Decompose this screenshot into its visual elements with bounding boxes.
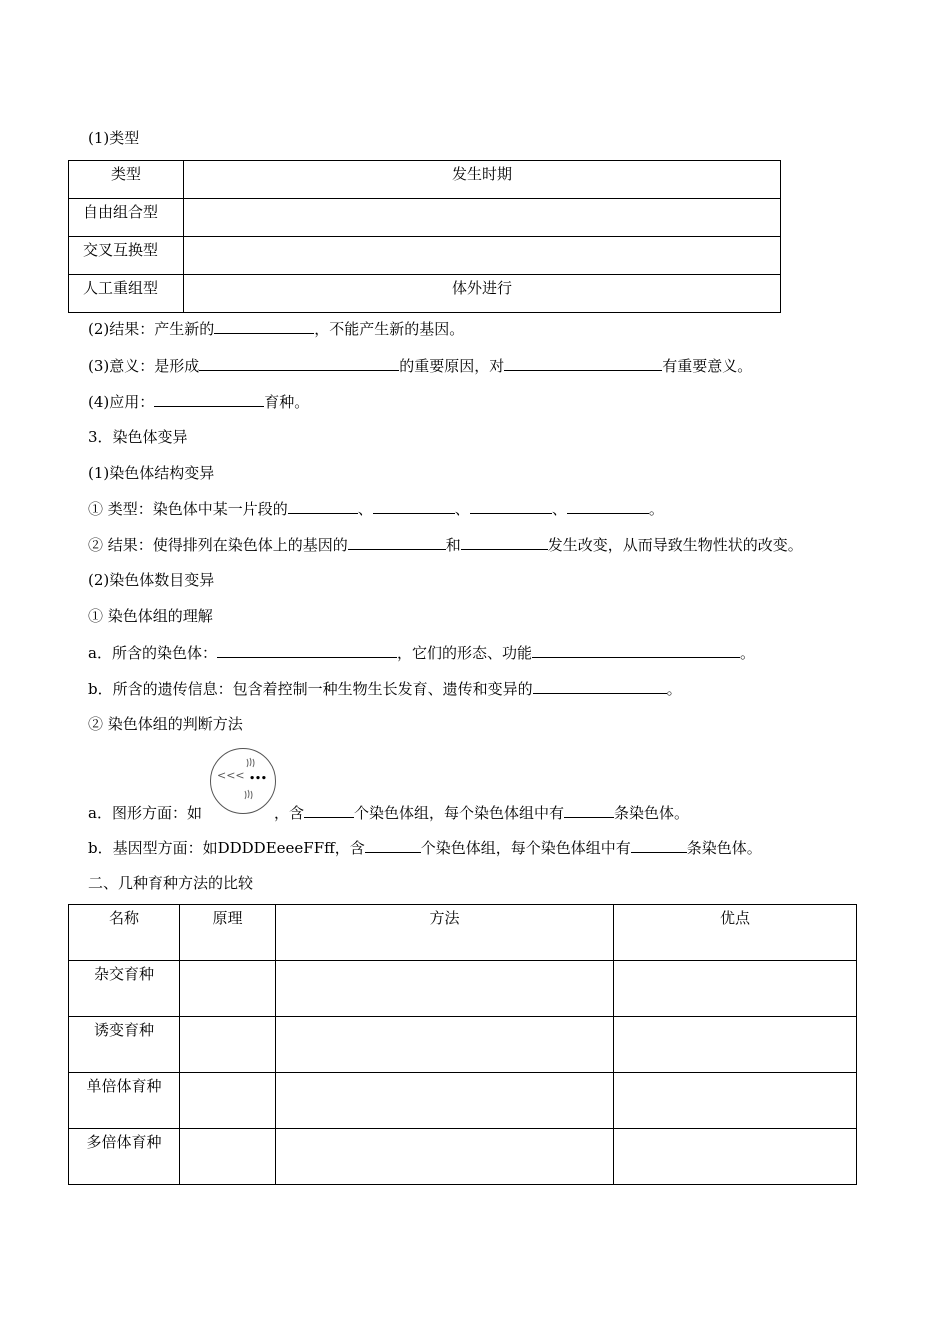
graph-text: 个染色体组，每个染色体组中有 [353,804,564,822]
method-name-cell: 多倍体育种 [69,1129,180,1185]
blank-field[interactable] [199,355,399,371]
period-cell[interactable] [184,199,781,237]
blank-field[interactable] [461,534,548,550]
separator: 、 [551,500,567,518]
meaning-text: (3)意义：是形成 [88,357,200,375]
table-row [69,1129,857,1185]
section-heading-types: (1)类型 [88,129,140,147]
subheading-judgment-method: ② 染色体组的判断方法 [88,715,243,733]
graph-method-line [88,802,689,823]
header-cell: 类型 [69,161,184,199]
table-row [69,275,781,313]
table-row [69,961,857,1017]
result-text: ，不能产生新的基因。 [314,320,465,338]
set-text: ，它们的形态、功能 [396,644,532,662]
blank-field[interactable] [631,837,687,853]
structure-type-text: ① 类型：染色体中某一片段的 [88,500,288,518]
structure-result-text: ② 结果：使得排列在染色体上的基因的 [88,536,348,554]
graph-text: ，含 [273,804,304,822]
principle-cell[interactable] [180,1073,276,1129]
meaning-text: 有重要意义。 [662,357,753,375]
section-heading-breeding-comparison: 二、几种育种方法的比较 [88,874,254,892]
method-name-cell: 单倍体育种 [69,1073,180,1129]
table-row [69,1017,857,1073]
structure-type-line [88,498,664,519]
period: 。 [648,500,664,518]
header-cell: 优点 [614,905,857,961]
method-cell[interactable] [276,1073,614,1129]
separator: 、 [357,500,373,518]
header-cell: 方法 [276,905,614,961]
structure-result-text: 发生改变，从而导致生物性状的改变。 [547,536,803,554]
table-header-row [69,161,781,199]
blank-field[interactable] [154,391,264,407]
subheading-structure-variation: (1)染色体结构变异 [88,464,215,482]
advantage-cell[interactable] [614,961,857,1017]
principle-cell[interactable] [180,1129,276,1185]
period-cell: 体外进行 [184,275,781,313]
blank-field[interactable] [533,678,667,694]
subheading-number-variation: (2)染色体数目变异 [88,571,215,589]
graph-text: 条染色体。 [613,804,689,822]
result-text: (2)结果：产生新的 [88,320,215,338]
type-cell: 人工重组型 [69,275,184,313]
set-text: a．所含的染色体： [88,644,217,662]
method-name-cell: 诱变育种 [69,1017,180,1073]
set-text: b．所含的遗传信息：包含着控制一种生物生长发育、遗传和变异的 [88,680,533,698]
principle-cell[interactable] [180,1017,276,1073]
blank-field[interactable] [304,802,354,818]
type-cell: 交叉互换型 [69,237,184,275]
table-header-row [69,905,857,961]
genotype-text: 条染色体。 [686,839,762,857]
separator: 、 [454,500,470,518]
blank-field[interactable] [217,642,397,658]
advantage-cell[interactable] [614,1073,857,1129]
subheading-set-understanding: ① 染色体组的理解 [88,607,213,625]
result-line [88,318,464,339]
chromosome-glyph-right: … [249,763,267,784]
blank-field[interactable] [373,498,455,514]
blank-field[interactable] [348,534,446,550]
blank-field[interactable] [214,318,314,334]
blank-field[interactable] [470,498,552,514]
blank-field[interactable] [288,498,358,514]
graph-text: a．图形方面：如 [88,804,202,822]
structure-result-text: 和 [445,536,461,554]
application-text: (4)应用： [88,393,155,411]
meaning-line [88,355,752,376]
section-heading-chromosome-variation: 3．染色体变异 [88,428,188,446]
table-row [69,1073,857,1129]
breeding-methods-table [68,904,857,1185]
set-chromosome-line [88,642,755,663]
method-cell[interactable] [276,961,614,1017]
structure-result-line [88,534,803,555]
genotype-text: b．基因型方面：如DDDDEeeeFFff，含 [88,839,365,857]
method-name-cell: 杂交育种 [69,961,180,1017]
application-text: 育种。 [264,393,310,411]
set-text: 。 [739,644,755,662]
recombination-types-table [68,160,781,313]
blank-field[interactable] [564,802,614,818]
chromosome-stroke-bottom [245,790,252,799]
chromosome-stroke-top [247,758,254,767]
genotype-text: 个染色体组，每个染色体组中有 [420,839,631,857]
header-cell: 原理 [180,905,276,961]
advantage-cell[interactable] [614,1129,857,1185]
table-row [69,237,781,275]
genotype-method-line [88,837,762,858]
application-line [88,391,309,412]
blank-field[interactable] [504,355,662,371]
chromosome-glyph-left: <<< [217,769,245,782]
blank-field[interactable] [567,498,649,514]
set-genetic-info-line [88,678,682,699]
advantage-cell[interactable] [614,1017,857,1073]
method-cell[interactable] [276,1017,614,1073]
period-cell[interactable] [184,237,781,275]
header-cell: 发生时期 [184,161,781,199]
header-cell: 名称 [69,905,180,961]
principle-cell[interactable] [180,961,276,1017]
blank-field[interactable] [365,837,421,853]
table-row [69,199,781,237]
method-cell[interactable] [276,1129,614,1185]
blank-field[interactable] [532,642,740,658]
set-text: 。 [666,680,682,698]
type-cell: 自由组合型 [69,199,184,237]
meaning-text: 的重要原因，对 [399,357,505,375]
